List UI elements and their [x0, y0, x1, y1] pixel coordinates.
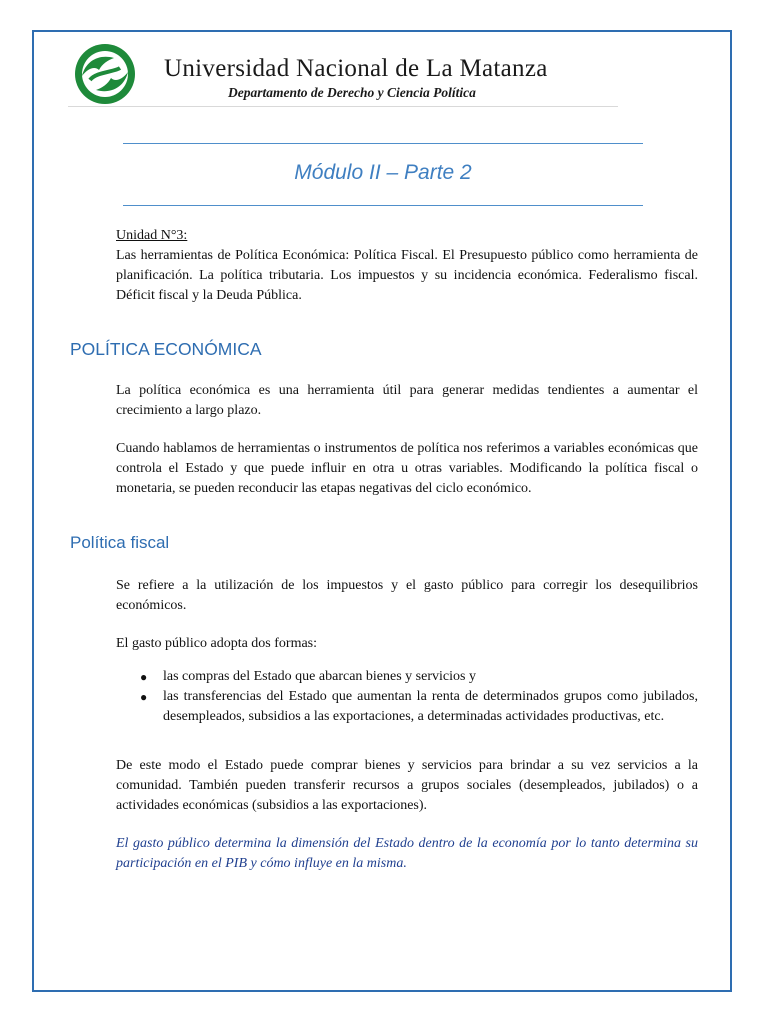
title-rule-top [123, 143, 643, 144]
section-heading-fiscal-policy: Política fiscal [70, 533, 170, 552]
paragraph: De este modo el Estado puede comprar bienes y servicios para brindar a su vez servicios a la comunidad. También pueden transferir recursos a grupos sociales (desempleados, jubilados) o a actividades económicas (subsidios a las exportaciones). [116, 758, 698, 813]
fiscal-policy-closing [116, 756, 698, 816]
fiscal-policy-paragraph-1 [116, 576, 698, 616]
paragraph: El gasto público adopta dos formas: [116, 636, 318, 651]
department-name: Departamento de Derecho y Ciencia Política [228, 85, 476, 100]
unit-block [116, 226, 698, 306]
fiscal-policy-paragraph-2 [116, 634, 698, 654]
bullet-icon: ● [140, 670, 148, 684]
fiscal-policy-highlight [116, 834, 698, 874]
list-item [116, 667, 698, 687]
letterhead [68, 42, 618, 107]
module-title: Módulo II – Parte 2 [294, 161, 472, 184]
list-item-text: las transferencias del Estado que aumentan la renta de determinados grupos como jubilados, desempleados, subsidios a las exportaciones, a determinadas actividades productivas, etc. [163, 689, 698, 724]
economic-policy-paragraph-2 [116, 439, 698, 499]
bullet-icon: ● [140, 690, 148, 704]
list-item-text: las compras del Estado que abarcan bienes y servicios y [163, 669, 476, 684]
university-name: Universidad Nacional de La Matanza [164, 55, 548, 82]
university-logo-icon [68, 42, 142, 106]
paragraph: Se refiere a la utilización de los impuestos y el gasto público para corregir los desequilibrios económicos. [116, 578, 698, 613]
spending-forms-list [116, 667, 698, 727]
title-rule-bottom [123, 205, 643, 206]
unit-description: Las herramientas de Política Económica: Política Fiscal. El Presupuesto público como herramienta de planificación. La política tributaria. Los impuestos y su incidencia económica. Federalismo fiscal. Déficit fiscal y la Deuda Pública. [116, 248, 698, 303]
highlight-paragraph: El gasto público determina la dimensión del Estado dentro de la economía por lo tanto determina su participación en el PIB y cómo influye en la misma. [116, 836, 698, 871]
paragraph: Cuando hablamos de herramientas o instrumentos de política nos referimos a variables económicas que controla el Estado y que puede influir en otra u otras variables. Modificando la política fiscal o monetaria, se pueden reconducir las etapas negativas del ciclo económico. [116, 441, 698, 496]
section-heading-economic-policy: POLÍTICA ECONÓMICA [70, 339, 262, 359]
list-item [116, 687, 698, 727]
economic-policy-paragraph-1 [116, 381, 698, 421]
paragraph: La política económica es una herramienta útil para generar medidas tendientes a aumentar el crecimiento a largo plazo. [116, 383, 698, 418]
unit-label: Unidad N°3: [116, 228, 188, 243]
